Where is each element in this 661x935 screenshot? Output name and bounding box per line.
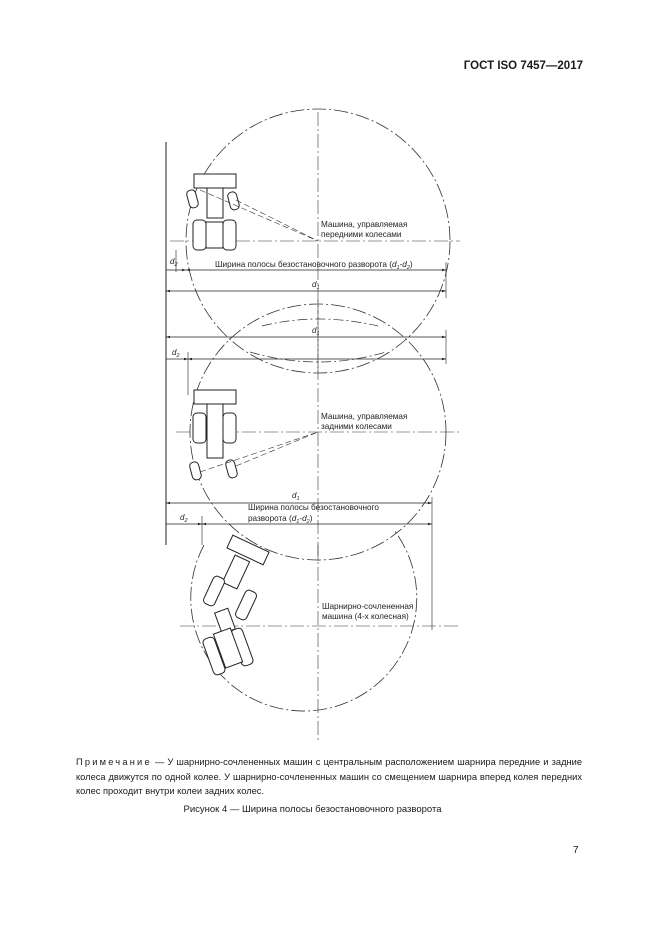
note-text: — У шарнирно-сочлененных машин с центральным расположением шарнира передние и задние колеса движутся по одной колее. У шарнирно-сочлененных машин со смещением шарнира вперед колея передних колес проходит внутри колеи задних колес. (76, 757, 582, 796)
section-rear-steered (166, 300, 460, 562)
tractor-front-steered (186, 174, 240, 250)
tractor-articulated (202, 535, 269, 676)
label-rear-steered-2: задними колесами (321, 422, 392, 431)
label-rear-steered-1: Машина, управляемая (321, 412, 408, 421)
figure-caption (0, 804, 661, 815)
label-articulated-2: машина (4-х колесная) (322, 612, 409, 621)
band-label-3-line1: Ширина полосы безостановочного (248, 503, 379, 512)
document-header: ГОСТ ISO 7457—2017 (463, 60, 583, 72)
dim-d1-2-label: $d_1$ (312, 326, 320, 337)
page-number: 7 (573, 845, 579, 856)
band-label-3-line2: разворота $(d_1-d_2)$ (248, 514, 313, 525)
caption-text: Рисунок 4 — Ширина полосы безостановочного разворота (183, 804, 442, 815)
inner-arc-2 (262, 319, 378, 326)
dim-d1-1-label: $d_1$ (312, 280, 320, 291)
dim-d2-1-label: $d_2$ (170, 257, 178, 268)
figure-note (76, 755, 582, 799)
band-label-1: Ширина полосы безостановочного разворота $(d_1-d_2)$ (215, 260, 413, 271)
steer-line-2b (236, 432, 318, 466)
dim-d2-3-label: $d_2$ (180, 513, 188, 524)
section-articulated (166, 491, 460, 740)
dim-d2-2-label: $d_2$ (172, 348, 180, 359)
note-label: Примечание (76, 757, 152, 767)
label-articulated-1: Шарнирно-сочлененная (322, 602, 414, 611)
dim-d1-3-label: $d_1$ (292, 491, 300, 502)
label-front-steered-1: Машина, управляемая (321, 220, 408, 229)
label-front-steered-2: передними колесами (321, 230, 402, 239)
steer-line-1b (236, 200, 318, 241)
